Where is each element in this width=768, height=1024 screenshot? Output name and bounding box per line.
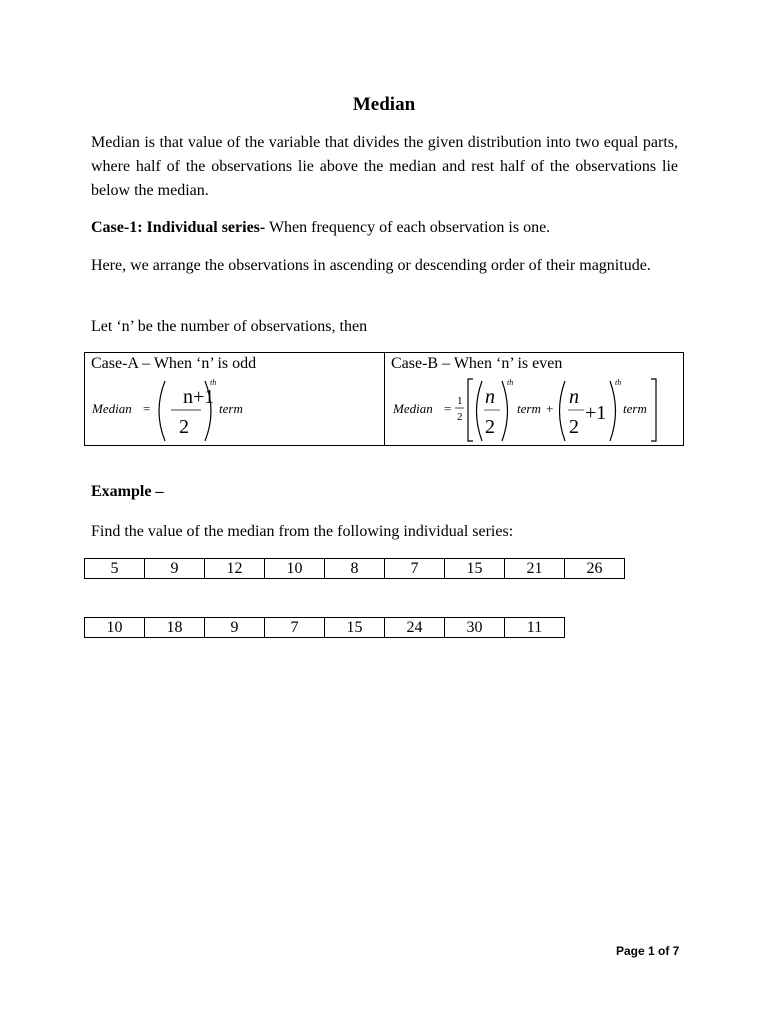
example-heading — [91, 483, 163, 501]
formula-a-lhs: Median — [92, 401, 132, 416]
formula-b-plus-one: +1 — [585, 402, 607, 424]
series2-cell: 15 — [325, 618, 385, 638]
formula-b-paren2-right — [610, 381, 616, 441]
case1-text: When frequency of each observation is one. — [265, 219, 551, 236]
series1-cell: 26 — [565, 559, 625, 579]
formula-b-d1: 2 — [485, 416, 495, 438]
formula-b-half-num: 1 — [457, 395, 463, 407]
series1-cell: 7 — [385, 559, 445, 579]
formula-b-paren2-left — [560, 381, 566, 441]
formula-a-eq: = — [143, 401, 151, 416]
case1-heading: Case-1: Individual series- — [91, 219, 266, 236]
formula-b-d2: 2 — [569, 416, 579, 438]
formula-a-left-paren — [159, 381, 165, 441]
case1-line — [91, 216, 678, 240]
series2-cell: 24 — [385, 618, 445, 638]
let-n-statement: Let ‘n’ be the number of observations, then — [91, 318, 368, 335]
case-b-cell — [385, 353, 683, 445]
formula-b-left-bracket — [468, 379, 473, 441]
formula-a-sup: th — [210, 378, 217, 387]
series2-cell: 9 — [205, 618, 265, 638]
formula-b-paren1-right — [502, 381, 508, 441]
page-title: Median — [352, 94, 416, 115]
formula-b-term1: term — [517, 401, 541, 416]
case-a-formula — [85, 373, 383, 443]
formula-b-term2: term — [623, 401, 647, 416]
formula-b-half-den: 2 — [457, 411, 463, 423]
series2-cell: 30 — [445, 618, 505, 638]
series2-cell: 11 — [505, 618, 565, 638]
formula-a-numerator: n+1 — [183, 386, 215, 408]
table-row — [85, 618, 565, 638]
series1-cell: 15 — [445, 559, 505, 579]
formula-b-sup2: th — [615, 378, 622, 387]
page-number: Page 1 of 7 — [616, 944, 680, 958]
formula-b-right-bracket — [651, 379, 656, 441]
table-row — [85, 559, 625, 579]
median-definition: Median is that value of the variable that divides the given distribution into two equal parts, where half of the observations lie above the median and rest half of the observations lie below the median. — [91, 134, 678, 199]
series1-cell: 12 — [205, 559, 265, 579]
formula-b-plus: + — [546, 401, 554, 416]
case-a-cell — [85, 353, 385, 445]
formula-b-sup1: th — [507, 378, 514, 387]
case-a-label: Case-A – When ‘n’ is odd — [91, 355, 257, 372]
formula-b-n1: n — [485, 386, 495, 408]
formula-b-n2: n — [569, 386, 579, 408]
formula-b-paren1-left — [477, 381, 483, 441]
series-table-2 — [84, 617, 565, 638]
series1-cell: 21 — [505, 559, 565, 579]
example-instruction: Find the value of the median from the following individual series: — [91, 523, 514, 540]
formula-b-lhs: Median — [393, 401, 433, 416]
case-b-formula — [385, 373, 683, 443]
series-table-1 — [84, 558, 625, 579]
series2-cell: 7 — [265, 618, 325, 638]
formula-b-eq: = — [444, 401, 452, 416]
formula-a-term: term — [219, 401, 243, 416]
case-b-label: Case-B – When ‘n’ is even — [391, 355, 563, 372]
arrange-instruction: Here, we arrange the observations in ascending or descending order of their magnitude. — [91, 257, 651, 274]
series1-cell: 8 — [325, 559, 385, 579]
median-cases-table — [84, 352, 684, 446]
formula-a-denominator: 2 — [179, 416, 189, 438]
series1-cell: 10 — [265, 559, 325, 579]
series2-cell: 18 — [145, 618, 205, 638]
example-heading-text: Example – — [91, 483, 164, 500]
series1-cell: 5 — [85, 559, 145, 579]
series2-cell: 10 — [85, 618, 145, 638]
series1-cell: 9 — [145, 559, 205, 579]
